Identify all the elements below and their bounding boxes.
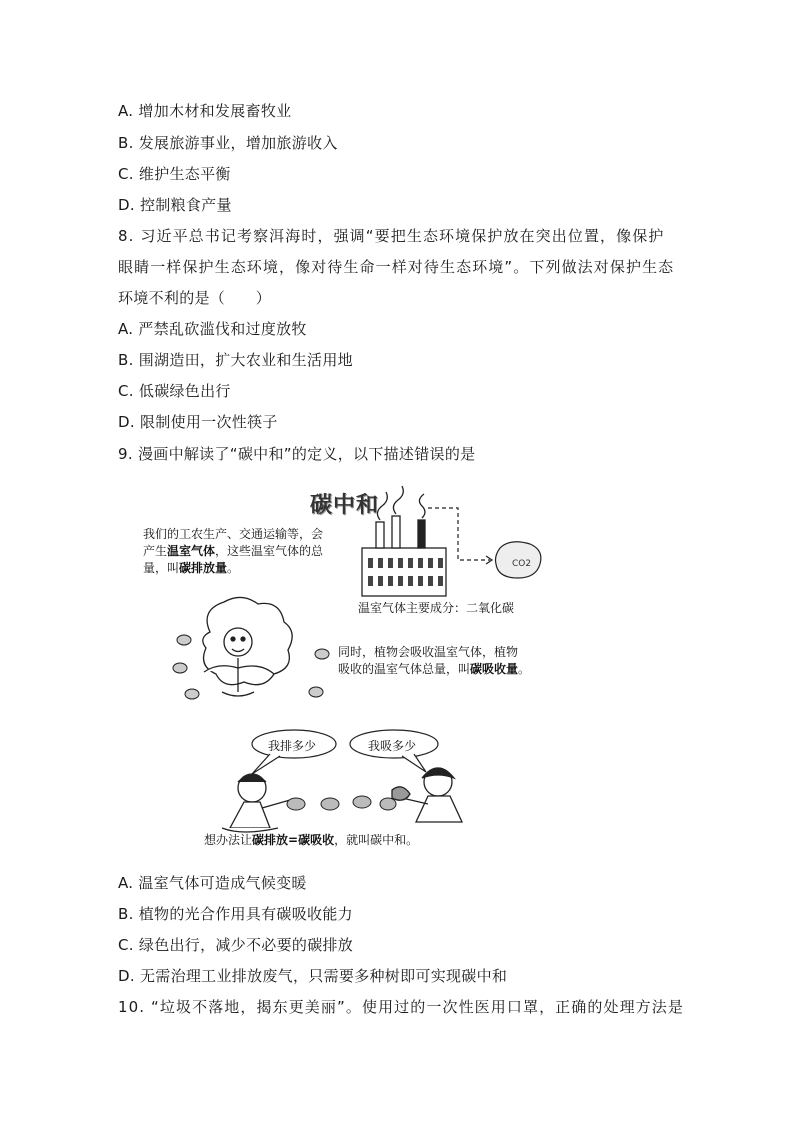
emitter-character-icon [222,774,290,832]
bubble-right-text: 我吸多少 [368,739,417,753]
q10-stem: 10. “垃圾不落地，揭东更美丽”。使用过的一次性医用口罩，正确的处理方法是 [118,998,684,1016]
q8-option-b: B. 围湖造田，扩大农业和生活用地 [118,351,353,369]
q9-option-c: C. 绿色出行，减少不必要的碳排放 [118,936,354,954]
comic-panel-1-caption: 温室气体主要成分：二氧化碳 [358,601,515,615]
q8-stem-line-1: 8. 习近平总书记考察洱海时，强调“要把生态环境保护放在突出位置，像保护 [118,227,665,245]
q8-option-d: D. 限制使用一次性筷子 [118,413,278,431]
co2-bag-icon [496,542,541,578]
q8-stem-line-2: 眼睛一样保护生态环境，像对待生命一样对待生态环境”。下列做法对保护生态 [118,258,675,276]
q8-stem-line-3: 环境不利的是（ ） [118,289,272,307]
q7-option-c: C. 维护生态平衡 [118,165,231,183]
q7-option-a: A. 增加木材和发展畜牧业 [118,102,292,120]
q7-option-d: D. 控制粮食产量 [118,196,232,214]
bubble-left-text: 我排多少 [268,739,317,753]
absorber-character-icon [392,768,462,822]
comic-panel-2-text: 同时，植物会吸收温室气体，植物 吸收的温室气体总量，叫碳吸收量。 [338,645,531,676]
svg-text:CO2: CO2 [512,559,532,569]
comic-title: 碳中和 [310,493,380,518]
q7-option-b: B. 发展旅游事业，增加旅游收入 [118,134,338,152]
tree-character-icon [203,597,292,696]
q9-stem: 9. 漫画中解读了“碳中和”的定义，以下描述错误的是 [118,445,476,463]
q9-option-b: B. 植物的光合作用具有碳吸收能力 [118,905,353,923]
comic-bottom-text: 想办法让碳排放=碳吸收，就叫碳中和。 [204,833,419,847]
flying-gas-icons [287,796,396,810]
q8-option-a: A. 严禁乱砍滥伐和过度放牧 [118,320,307,338]
q8-option-c: C. 低碳绿色出行 [118,382,231,400]
comic-panel-1-text: 我们的工农生产、交通运输等，会 产生温室气体，这些温室气体的总 量，叫碳排放量。 [143,527,324,575]
q9-option-d: D. 无需治理工业排放废气，只需要多种树即可实现碳中和 [118,967,508,985]
carbon-neutral-comic [140,482,580,852]
q9-option-a: A. 温室气体可造成气候变暖 [118,874,307,892]
